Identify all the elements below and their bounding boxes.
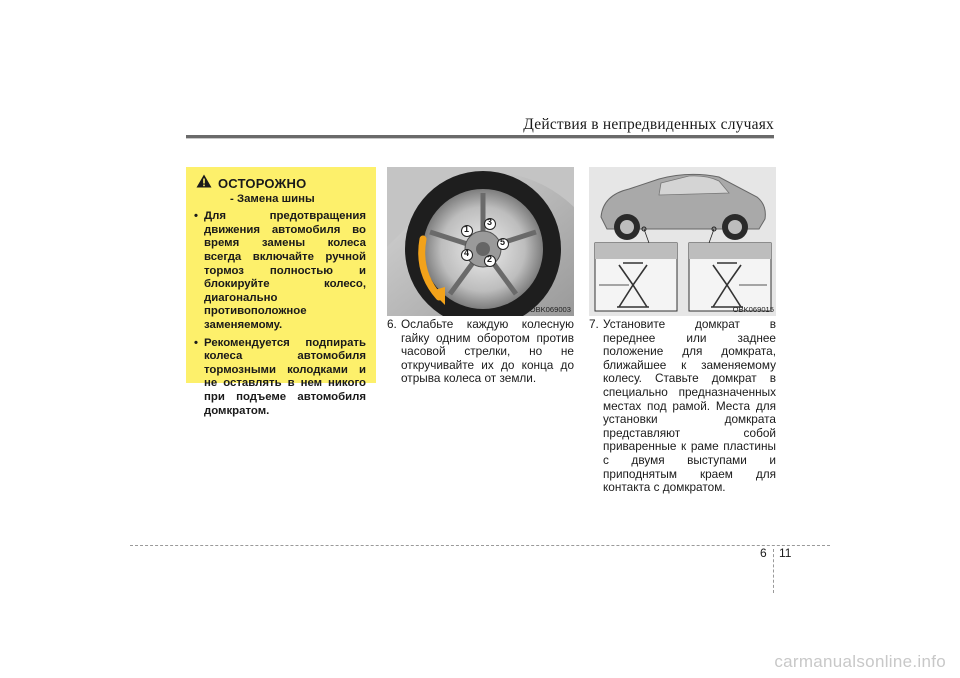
step-7	[589, 318, 776, 495]
figure-code: OBK069003	[529, 305, 571, 314]
warning-box	[186, 167, 376, 417]
page-number: 11	[779, 546, 792, 560]
warning-bullet-text: Для предотвращения движения автомобиля во время замены колеса всегда включайте ручной тормоз полностью и блокируйте колесо, диагонально противоположное заменяемому.	[204, 210, 366, 331]
bullet-dot: •	[194, 336, 198, 349]
step-number: 6.	[387, 317, 397, 331]
callout-3: 3	[484, 218, 496, 230]
callout-1: 1	[461, 225, 473, 237]
warning-bullet-text: Рекомендуется подпирать колеса автомобиля тормозными колодками и не оставлять в нем никого при подъеме автомобиля домкратом.	[204, 336, 366, 417]
warning-header	[196, 174, 366, 193]
page-number-separator	[773, 549, 774, 593]
warning-bullet	[194, 337, 366, 419]
warning-subtitle: - Замена шины	[230, 192, 315, 205]
header-rule-light	[186, 138, 774, 139]
warning-triangle-icon	[196, 174, 212, 193]
watermark: carmanualsonline.info	[774, 652, 946, 671]
wheel-lug-nut-illustration	[387, 167, 574, 316]
warning-title: ОСТОРОЖНО	[218, 175, 307, 191]
step-6-text: Ослабьте каждую колесную гайку одним оборотом против часовой стрелки, но не откручивайте их до конца до отрыва колеса от земли.	[401, 317, 574, 386]
section-title: Действия в непредвиденных случаях	[523, 116, 774, 133]
callout-2: 2	[484, 255, 496, 267]
step-6	[387, 318, 574, 386]
step-7-text: Установите домкрат в переднее или заднее положение для домкрата, ближайшее к заменяемому колесу. Ставьте домкрат в специально предназначенных местах под рамой. Места для установки домкрата представляют собой приваренные к раме пластины с двумя выступами и приподнятым краем для контакта с домкратом.	[603, 317, 776, 495]
jack-position-illustration	[589, 167, 776, 316]
footer-dashed-rule	[130, 545, 830, 546]
step-number: 7.	[589, 317, 599, 331]
bullet-dot: •	[194, 210, 198, 223]
callout-4: 4	[461, 249, 473, 261]
figure-code: OBK069015	[732, 305, 774, 314]
callout-5: 5	[497, 238, 509, 250]
chapter-number: 6	[760, 546, 767, 560]
warning-bullet	[194, 210, 366, 332]
